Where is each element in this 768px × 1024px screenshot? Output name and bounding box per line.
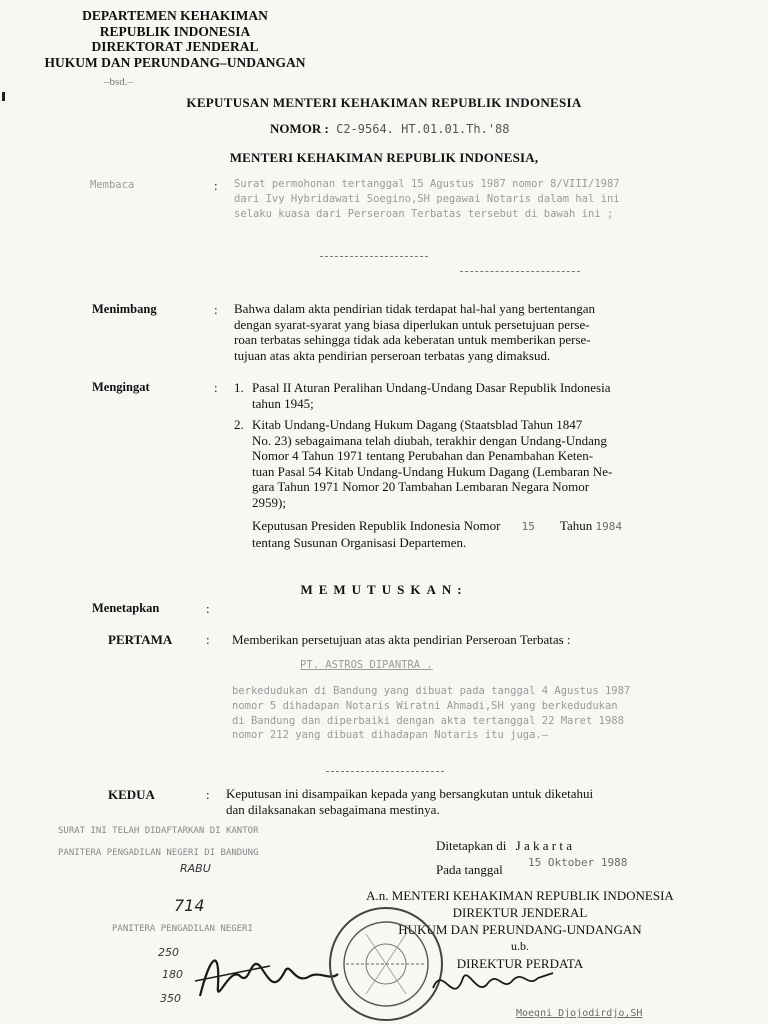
menimbang-line-4: tujuan atas akta pendirian perseroan terbatas yang dimaksud. bbox=[234, 347, 551, 363]
divider-dashes bbox=[320, 256, 428, 257]
ditetapkan-row bbox=[436, 838, 572, 854]
pertama-line-2: nomor 5 dihadapan Notaris Wiratni Ahmadi,SH yang berkedudukan bbox=[232, 699, 618, 712]
kedua-line-1: Keputusan ini disampaikan kepada yang bersangkutan untuk diketahui bbox=[226, 786, 594, 801]
kedua-line-2: dan dilaksanakan sebagaimana mestinya. bbox=[226, 801, 440, 817]
item-2-line-6: 2959); bbox=[252, 494, 286, 510]
mengingat-list bbox=[234, 380, 698, 550]
signature-direktur: DIREKTUR PERDATA bbox=[456, 956, 584, 971]
stamp-line-2: PANITERA PENGADILAN NEGERI DI BANDUNG bbox=[58, 848, 259, 858]
pertama-line-1: berkedudukan di Bandung yang dibuat pada tanggal 4 Agustus 1987 bbox=[232, 685, 631, 697]
letterhead-line-4: HUKUM DAN PERUNDANG–UNDANGAN bbox=[44, 54, 306, 70]
stamp-handwriting: 714 bbox=[174, 896, 205, 915]
pertama-label: PERTAMA bbox=[108, 632, 173, 647]
signature-ub: u.b. bbox=[511, 939, 529, 953]
pertama-line-3: di Bandung dan diperbaiki dengan akta tertanggal 22 Maret 1988 bbox=[232, 714, 624, 727]
letterhead-ref: –bsd.– bbox=[104, 76, 134, 88]
pada-tanggal-row bbox=[436, 862, 503, 878]
membaca-label: Membaca bbox=[90, 179, 135, 191]
signature-hukum: HUKUM DAN PERUNDANG-UNDANGAN bbox=[398, 922, 642, 937]
item-number: 1. bbox=[234, 380, 244, 395]
mengingat-colon: : bbox=[214, 380, 218, 395]
menimbang-text bbox=[234, 301, 698, 363]
item-2-line-5: gara Tahun 1971 Nomor 20 Tambahan Lembaran Negara Nomor bbox=[252, 479, 590, 494]
keppres-number: 15 bbox=[521, 520, 535, 533]
mengingat-item-3 bbox=[234, 518, 698, 550]
signature-date: 15 Oktober 1988 bbox=[528, 856, 628, 869]
signature-an: A.n. MENTERI KEHAKIMAN REPUBLIK INDONESIA bbox=[366, 888, 674, 903]
mengingat-label: Mengingat bbox=[92, 380, 150, 394]
item-1-line-2: tahun 1945; bbox=[252, 395, 314, 411]
letterhead-line-3: DIREKTORAT JENDERAL bbox=[91, 39, 259, 54]
mengingat-item-2 bbox=[234, 417, 698, 510]
letterhead bbox=[20, 8, 330, 70]
menetapkan-colon: : bbox=[206, 601, 210, 616]
stamp-handwriting: 350 bbox=[160, 992, 181, 1005]
item-3-line-1: Keputusan Presiden Republik Indonesia Nomor 15 Tahun 1984 bbox=[252, 518, 622, 533]
stamp-line-1: SURAT INI TELAH DIDAFTARKAN DI KANTOR bbox=[58, 826, 259, 836]
membaca-line-1: Surat permohonan tertanggal 15 Agustus 1987 nomor 8/VIII/1987 bbox=[234, 178, 620, 190]
item-3-line-2: tentang Susunan Organisasi Departemen. bbox=[252, 534, 467, 550]
membaca-line-3: selaku kuasa dari Perseroan Terbatas tersebut di bawah ini ; bbox=[234, 207, 614, 220]
item-number: 2. bbox=[234, 417, 244, 432]
item-2-line-2: No. 23) sebagaimana telah diubah, terakhir dengan Undang-Undang bbox=[252, 432, 607, 448]
menimbang-label: Menimbang bbox=[92, 302, 157, 316]
memutuskan-heading: MEMUTUSKAN: bbox=[300, 582, 468, 597]
item-2-line-4: tuan Pasal 54 Kitab Undang-Undang Hukum Dagang (Lembaran Ne- bbox=[252, 463, 613, 479]
menimbang-line-3: roan terbatas sehingga tidak ada keberatan untuk memberikan perse- bbox=[234, 332, 591, 347]
pertama-text: Memberikan persetujuan atas akta pendirian Perseroan Terbatas : bbox=[232, 632, 571, 647]
membaca-colon: : bbox=[214, 178, 218, 193]
menimbang-line-1: Bahwa dalam akta pendirian tidak terdapat hal-hal yang bertentangan bbox=[234, 301, 595, 316]
menimbang-line-2: dengan syarat-syarat yang biasa diperlukan untuk persetujuan perse- bbox=[234, 316, 590, 332]
signature-dirjen: DIREKTUR JENDERAL bbox=[452, 905, 588, 920]
stamp-handwriting: 250 bbox=[158, 946, 179, 959]
divider-dashes bbox=[326, 771, 444, 772]
kedua-colon: : bbox=[206, 787, 210, 802]
pertama-colon: : bbox=[206, 632, 210, 647]
item-2-line-1: Kitab Undang-Undang Hukum Dagang (Staatsblad Tahun 1847 bbox=[252, 417, 583, 432]
stamp-line-3: PANITERA PENGADILAN NEGERI bbox=[112, 924, 253, 934]
item-2-line-3: Nomor 4 Tahun 1971 tentang Perubahan dan Penambahan Keten- bbox=[252, 448, 594, 463]
membaca-line-2: dari Ivy Hybridawati Soegino,SH pegawai Notaris dalam hal ini bbox=[234, 192, 620, 205]
nomor-value: C2-9564. HT.01.01.Th.'88 bbox=[336, 122, 510, 136]
pada-tanggal-label: Pada tanggal bbox=[436, 862, 503, 877]
kedua-text bbox=[226, 786, 706, 817]
document-title: KEPUTUSAN MENTERI KEHAKIMAN REPUBLIK INDONESIA bbox=[186, 95, 582, 110]
kedua-label: KEDUA bbox=[108, 787, 155, 802]
mengingat-item-1 bbox=[234, 380, 698, 411]
keppres-year: 1984 bbox=[595, 520, 622, 533]
stamp-handwriting: RABU bbox=[180, 862, 211, 875]
signature-scribble-left bbox=[190, 936, 340, 1016]
pertama-detail bbox=[232, 684, 768, 743]
ditetapkan-place: J a k a r t a bbox=[515, 838, 572, 853]
registration-stamp bbox=[58, 826, 328, 858]
letterhead-line-2: REPUBLIK INDONESIA bbox=[99, 23, 251, 39]
divider-dashes bbox=[460, 271, 580, 272]
menimbang-colon: : bbox=[214, 302, 218, 317]
stamp-handwriting: 180 bbox=[162, 968, 183, 981]
company-name: PT. ASTROS DIPANTRA . bbox=[300, 659, 433, 671]
membaca-text bbox=[234, 177, 764, 221]
pertama-line-4: nomor 212 yang dibuat dihadapan Notaris itu juga.– bbox=[232, 729, 549, 742]
signatory-name: Moegni Djojodirdjo,SH bbox=[516, 1008, 643, 1019]
document-number bbox=[270, 121, 510, 137]
nomor-label: NOMOR : bbox=[270, 121, 329, 136]
minister-heading: MENTERI KEHAKIMAN REPUBLIK INDONESIA, bbox=[229, 150, 539, 165]
ditetapkan-label: Ditetapkan di bbox=[436, 838, 507, 853]
menetapkan-label: Menetapkan bbox=[92, 601, 160, 615]
item-1-line-1: Pasal II Aturan Peralihan Undang-Undang Dasar Republik Indonesia bbox=[252, 380, 611, 395]
letterhead-line-1: DEPARTEMEN KEHAKIMAN bbox=[82, 8, 268, 23]
